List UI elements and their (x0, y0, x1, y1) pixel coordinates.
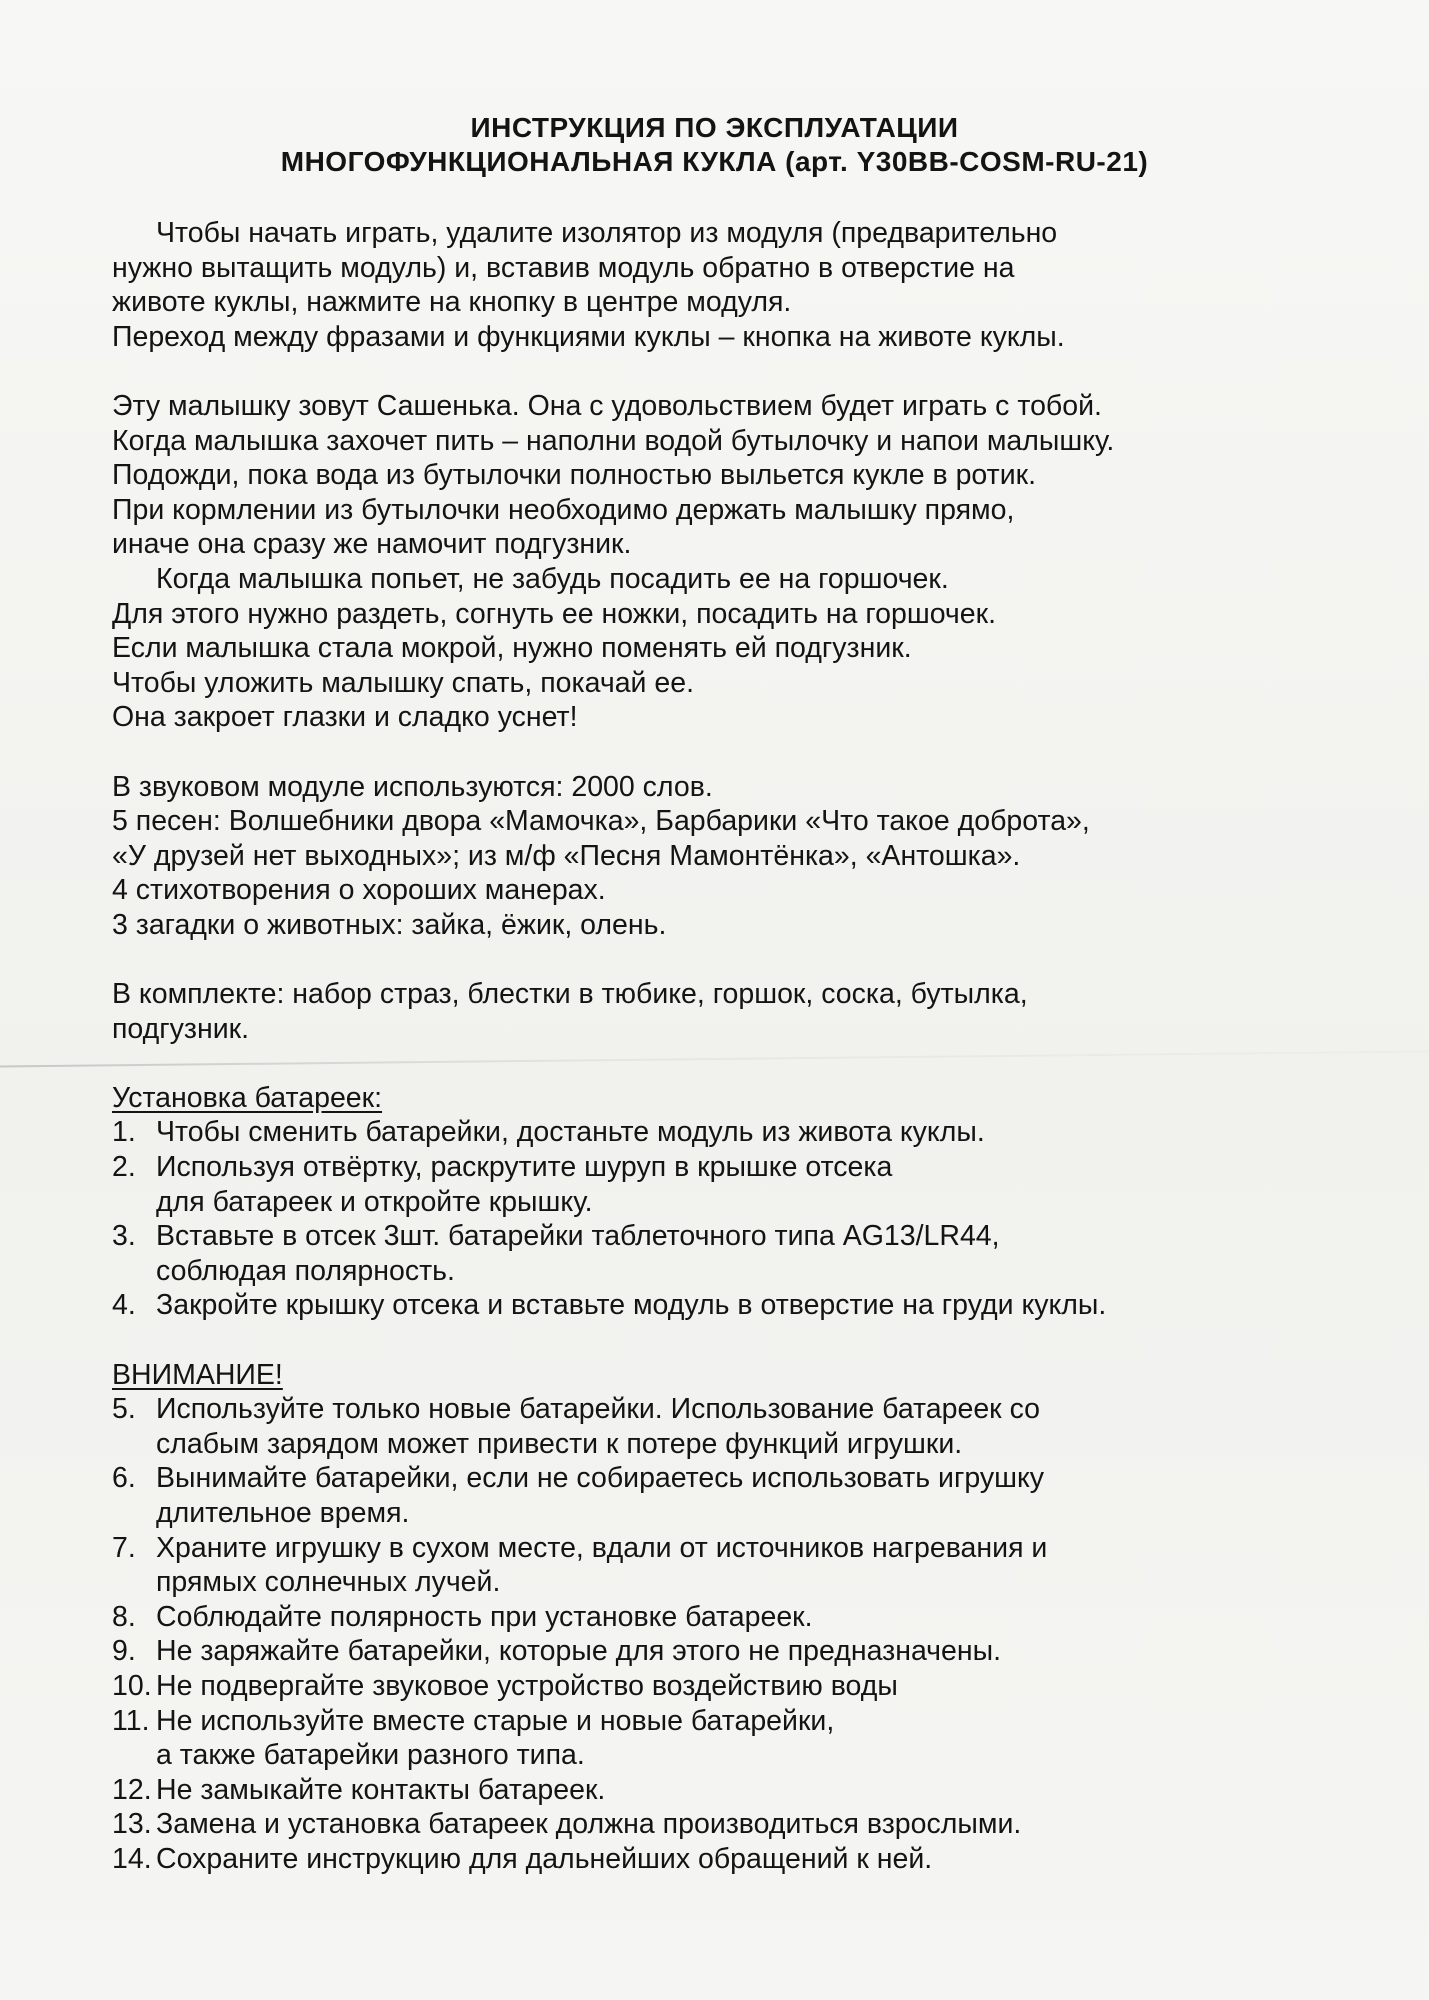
item-text: Соблюдайте полярность при установке батареек. (156, 1600, 813, 1633)
item-number: 4. (112, 1289, 136, 1322)
text-line: В комплекте: набор страз, блестки в тюбике, горшок, соска, бутылка, (112, 978, 1028, 1011)
item-text: прямых солнечных лучей. (156, 1566, 501, 1599)
list-item (112, 1219, 1342, 1288)
item-text: Закройте крышку отсека и вставьте модуль в отверстие на груди куклы. (156, 1289, 1107, 1322)
list-item (112, 1600, 1342, 1635)
item-number: 5. (112, 1393, 136, 1426)
spacer (112, 942, 1342, 977)
item-number: 10. (112, 1669, 152, 1702)
list-item (112, 1461, 1342, 1530)
story-paragraph (112, 389, 1342, 735)
list-item (112, 1392, 1342, 1461)
text-line: 4 стихотворения о хороших манерах. (112, 874, 606, 907)
item-text: соблюдая полярность. (156, 1254, 455, 1287)
spacer (112, 354, 1342, 389)
kit-paragraph (112, 977, 1342, 1046)
item-number: 1. (112, 1116, 136, 1149)
list-item (112, 1669, 1342, 1704)
item-number: 11. (112, 1704, 150, 1737)
text-line: животе куклы, нажмите на кнопку в центре модуля. (112, 286, 792, 319)
spacer (112, 1323, 1342, 1358)
text-line: «У друзей нет выходных»; из м/ф «Песня Мамонтёнка», «Антошка». (112, 839, 1021, 872)
item-text: Храните игрушку в сухом месте, вдали от источников нагревания и (156, 1531, 1048, 1564)
item-text: Используя отвёртку, раскрутите шуруп в крышке отсека (156, 1151, 893, 1184)
list-item (112, 1150, 1342, 1219)
section-heading: Установка батареек: (112, 1081, 383, 1114)
list-item (112, 1842, 1342, 1877)
section-heading: ВНИМАНИЕ! (112, 1358, 283, 1391)
text-line: нужно вытащить модуль) и, вставив модуль обратно в отверстие на (112, 251, 1015, 284)
text-line: Переход между фразами и функциями куклы – кнопка на животе куклы. (112, 320, 1065, 353)
item-text: Сохраните инструкцию для дальнейших обращений к ней. (156, 1842, 933, 1875)
text-line: Чтобы уложить малышку спать, покачай ее. (112, 666, 694, 699)
text-line: В звуковом модуле используются: 2000 слов. (112, 770, 713, 803)
text-line: Когда малышка захочет пить – наполни водой бутылочку и напои малышку. (112, 424, 1115, 457)
item-text: а также батарейки разного типа. (156, 1739, 585, 1772)
item-number: 7. (112, 1531, 136, 1564)
spacer (112, 1046, 1342, 1081)
spacer (112, 735, 1342, 770)
item-number: 8. (112, 1600, 136, 1633)
text-line: Подожди, пока вода из бутылочки полностью выльется кукле в ротик. (112, 459, 1037, 492)
text-line: Эту малышку зовут Сашенька. Она с удовольствием будет играть с тобой. (112, 389, 1102, 422)
item-text: Чтобы сменить батарейки, достаньте модуль из живота куклы. (156, 1116, 985, 1149)
item-number: 9. (112, 1635, 136, 1668)
list-item (112, 1531, 1342, 1600)
text-line: Чтобы начать играть, удалите изолятор из модуля (предварительно (156, 217, 1058, 249)
text-line: При кормлении из бутылочки необходимо держать малышку прямо, (112, 493, 1015, 526)
battery-install-section (112, 1081, 1342, 1323)
item-number: 13. (112, 1808, 152, 1841)
text-line: 5 песен: Волшебники двора «Мамочка», Барбарики «Что такое доброта», (112, 805, 1090, 838)
warning-section (112, 1358, 1342, 1877)
item-text: Не заряжайте батарейки, которые для этого не предназначены. (156, 1635, 1002, 1668)
list-item (112, 1704, 1342, 1773)
item-number: 3. (112, 1220, 136, 1253)
list-item (112, 1115, 1342, 1150)
intro-paragraph (112, 216, 1342, 354)
item-number: 12. (112, 1773, 152, 1806)
item-text: слабым зарядом может привести к потере функций игрушки. (156, 1427, 963, 1460)
item-text: Используйте только новые батарейки. Использование батареек со (156, 1393, 1040, 1426)
list-item (112, 1634, 1342, 1669)
list-item (112, 1807, 1342, 1842)
text-line: подгузник. (112, 1012, 250, 1045)
item-text: для батареек и откройте крышку. (156, 1185, 593, 1218)
document-subtitle: МНОГОФУНКЦИОНАЛЬНАЯ КУКЛА (арт. Y30BB-COSM-RU-21) (280, 146, 1149, 177)
item-text: Не подвергайте звуковое устройство воздействию воды (156, 1669, 898, 1702)
item-text: Не замыкайте контакты батареек. (156, 1773, 606, 1806)
item-text: длительное время. (156, 1496, 410, 1529)
item-text: Замена и установка батареек должна производиться взрослыми. (156, 1808, 1022, 1841)
text-line: иначе она сразу же намочит подгузник. (112, 528, 632, 561)
text-line: 3 загадки о животных: зайка, ёжик, олень. (112, 908, 667, 941)
item-number: 2. (112, 1151, 136, 1184)
text-line: Если малышка стала мокрой, нужно поменять ей подгузник. (112, 632, 912, 665)
text-line: Когда малышка попьет, не забудь посадить ее на горшочек. (156, 562, 949, 595)
item-number: 14. (112, 1842, 152, 1875)
item-text: Не используйте вместе старые и новые батарейки, (156, 1704, 835, 1737)
item-number: 6. (112, 1462, 136, 1495)
sound-module-paragraph (112, 770, 1342, 943)
text-line: Она закроет глазки и сладко уснет! (112, 701, 578, 734)
document-title: ИНСТРУКЦИЯ ПО ЭКСПЛУАТАЦИИ (470, 112, 959, 143)
text-line: Для этого нужно раздеть, согнуть ее ножки, посадить на горшочек. (112, 597, 997, 630)
item-text: Вынимайте батарейки, если не собираетесь использовать игрушку (156, 1462, 1045, 1495)
item-text: Вставьте в отсек 3шт. батарейки таблеточного типа AG13/LR44, (156, 1220, 1000, 1253)
list-item (112, 1773, 1342, 1808)
list-item (112, 1288, 1342, 1323)
document-body (112, 216, 1342, 1877)
